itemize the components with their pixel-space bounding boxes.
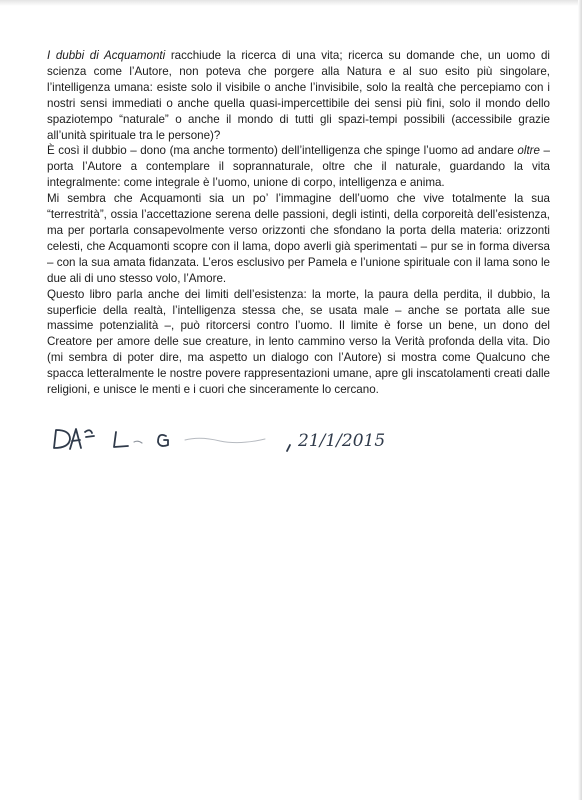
italic-text-run: oltre xyxy=(517,144,540,158)
text-run: racchiude la ricerca di una vita; ricerca su domande che, un uomo di scienza come l’Autore, non poteva che porgere alla Natura e al suo esito più singolare, l’intelligenza umana: esiste solo il visibile o anche l’invisibile, solo la realtà che percepiamo con i nostri sensi immediati o anche quella quasi-impercettibile dei sensi più fini, solo il mondo dello spaziotempo “naturale” o anche il mondo di tutti gli spazi-tempi possibili (accessibile grazie all’unità spirituale tra le persone)? xyxy=(47,49,550,142)
italic-text-run: I dubbi di Acquamonti xyxy=(47,49,166,62)
scan-edge-right xyxy=(578,0,582,800)
paragraph-3 xyxy=(47,191,550,286)
text-run: Mi sembra che Acquamonti sia un po’ l’immagine dell’uomo che vive totalmente la sua “terrestrità”, ossia l’accettazione serena delle passioni, degli istinti, della corporeità dell’esistenza, ma per portarla consapevolmente verso orizzonti che sfondano la porta della materia: orizzonti celesti, che Acquamonti scopre con il lama, dopo averli già sperimentati – pur se in forma diversa – con la sua amata fidanzata. L’eros esclusivo per Pamela e l’unione spirituale con il lama sono le due ali di uno stesso volo, l’Amore. xyxy=(47,192,550,285)
handwritten-signature xyxy=(50,418,410,458)
signature-strokes xyxy=(54,429,290,451)
text-run: – porta l’Autore a contemplare il soprannaturale, oltre che il naturale, guardando la vita integralmente: come integrale è l’uomo, unione di corpo, intelligenza e anima. xyxy=(47,144,550,190)
paragraph-2 xyxy=(47,143,550,191)
scan-edge-top xyxy=(0,0,582,6)
document-body xyxy=(47,48,550,398)
text-run: È così il dubbio – dono (ma anche tormento) dell’intelligenza che spinge l’uomo ad andare xyxy=(47,144,518,158)
paragraph-1 xyxy=(47,48,550,143)
signature-date: 21/1/2015 xyxy=(298,431,386,451)
signature-scribble xyxy=(50,418,410,458)
paragraph-4 xyxy=(47,287,550,398)
text-run: Questo libro parla anche dei limiti dell’esistenza: la morte, la paura della perdita, il dubbio, la superficie della realtà, l’intelligenza stessa che, se usata male – anche se portata alle sue massime potenzialità –, può ritorcersi contro l’uomo. Il limite è forse un bene, un dono del Creatore per amore delle sue creature, in lento cammino verso la Verità profonda della vita. Dio (mi sembra di poter dire, ma aspetto un dialogo con l’Autore) si mostra come Qualcuno che spacca letteralmente le nostre povere rappresentazioni umane, apre gli inscatolamenti creati dalle religioni, e unisce le menti e i cuori che sinceramente lo cercano. xyxy=(47,287,550,397)
